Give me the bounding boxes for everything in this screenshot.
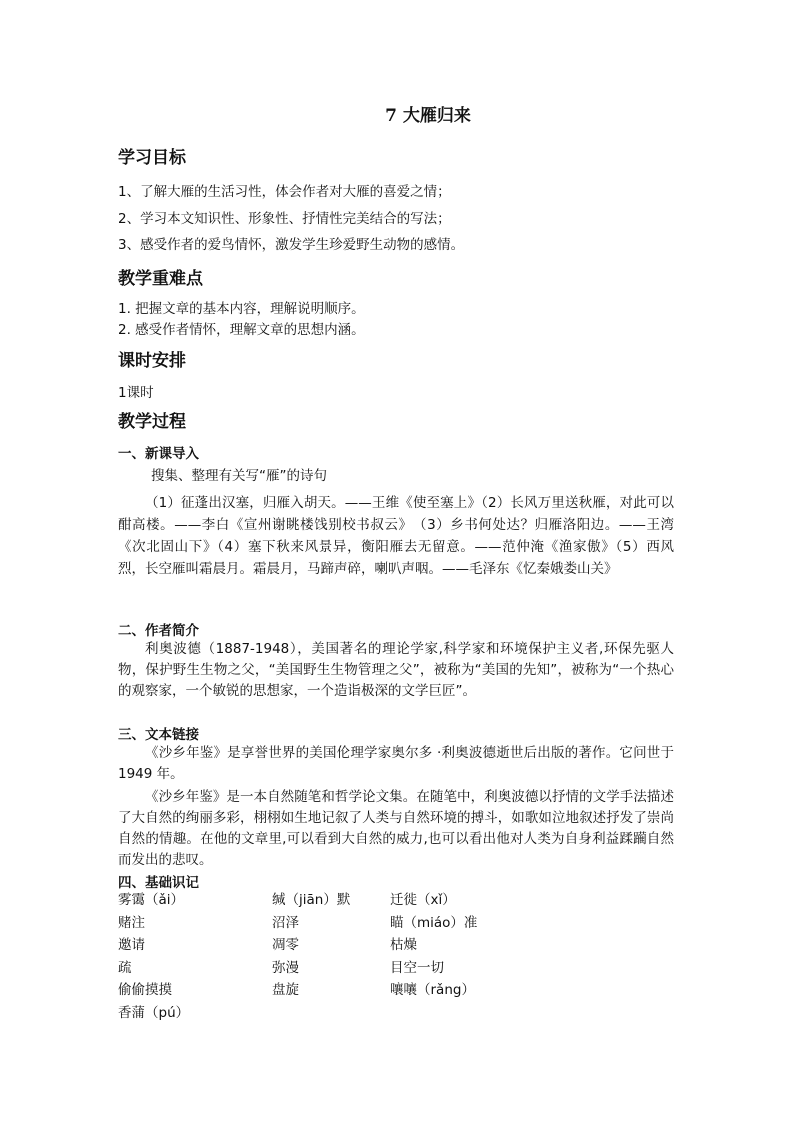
goal-item: 2、学习本文知识性、形象性、抒情性完美结合的写法； [118, 211, 451, 227]
vocab-item: 香蒲（pú） [118, 1004, 190, 1021]
text-link-heading: 三、文本链接 [118, 727, 199, 743]
goals-heading: 学习目标 [118, 148, 186, 168]
process-heading: 教学过程 [118, 412, 186, 432]
vocab-row [118, 958, 678, 981]
vocab-heading: 四、基础识记 [118, 875, 199, 891]
vocab-row [118, 1003, 678, 1026]
intro-heading: 一、新课导入 [118, 446, 199, 462]
vocab-row [118, 935, 678, 958]
schedule-text: 1课时 [118, 385, 154, 401]
vocab-row [118, 913, 678, 936]
goal-item: 3、感受作者的爱鸟情怀，激发学生珍爱野生动物的感情。 [118, 237, 465, 253]
vocab-row [118, 890, 678, 913]
vocab-item: 凋零 [272, 937, 299, 954]
text-link-paragraph: 《沙乡年鉴》是一本自然随笔和哲学论文集。在随笔中，利奥波德以抒情的文学手法描述了大自然的绚丽多彩，栩栩如生地记叙了人类与自然环境的搏斗，如歌如泣地叙述抒发了崇尚自然的情趣。在他的文章里,可以看到大自然的威力,也可以看出他对人类为自身利益蹂躏自然而发出的悲叹。 [118, 789, 674, 868]
vocab-item: 迁徙（xǐ） [390, 892, 456, 908]
vocab-item: 弥漫 [272, 959, 299, 976]
schedule-heading: 课时安排 [118, 351, 186, 371]
vocab-item: 瞄（miáo）准 [390, 914, 478, 931]
text-link-paragraph: 《沙乡年鉴》是享誉世界的美国伦理学家奥尔多 ·利奥波德逝世后出版的著作。它问世于 1949 年。 [118, 745, 674, 782]
author-heading: 二、作者简介 [118, 623, 199, 639]
vocab-table [118, 890, 678, 1026]
vocab-item: 嚷嚷（rǎng） [390, 982, 475, 999]
goal-item: 1、了解大雁的生活习性，体会作者对大雁的喜爱之情； [118, 184, 451, 200]
vocab-item: 盘旋 [272, 982, 299, 999]
author-text: 利奥波德（1887-1948），美国著名的理论学家,科学家和环境保护主义者,环保先驱人物，保护野生生物之父，“美国野生生物管理之父”，被称为“美国的先知”，被称为“一个热心的观察家，一个敏锐的思想家，一个造诣极深的文学巨匠”。 [118, 641, 674, 699]
vocab-item: 偷偷摸摸 [118, 982, 172, 999]
key-points-heading: 教学重难点 [118, 269, 203, 289]
vocab-item: 邀请 [118, 937, 145, 954]
vocab-row [118, 980, 678, 1003]
vocab-item: 雾霭（ǎi） [118, 892, 185, 908]
vocab-item: 疏 [118, 959, 132, 976]
vocab-item: 枯燥 [390, 937, 417, 954]
key-point-item: 2. 感受作者情怀，理解文章的思想内涵。 [118, 322, 365, 338]
key-point-item: 1. 把握文章的基本内容，理解说明顺序。 [118, 301, 365, 317]
intro-lead: 搜集、整理有关写“雁”的诗句 [151, 468, 327, 484]
vocab-item: 缄（jiān）默 [272, 892, 351, 908]
page-title: 7 大雁归来 [385, 106, 471, 126]
intro-poems: （1）征蓬出汉塞，归雁入胡天。——王维《使至塞上》（2）长风万里送秋雁，对此可以酣高楼。——李白《宣州谢眺楼饯别校书叔云》 （3）乡书何处达？归雁洛阳边。——王湾《次北固山下》（4）塞下秋来风景异，衡阳雁去无留意。——范仲淹《渔家傲》（5）西风烈，长空雁叫霜晨月。霜晨月，马蹄声碎，喇叭声咽。——毛泽东《忆秦娥娄山关》 [118, 495, 674, 577]
vocab-item: 沼泽 [272, 914, 299, 931]
vocab-item: 目空一切 [390, 959, 444, 976]
vocab-item: 赌注 [118, 914, 145, 931]
